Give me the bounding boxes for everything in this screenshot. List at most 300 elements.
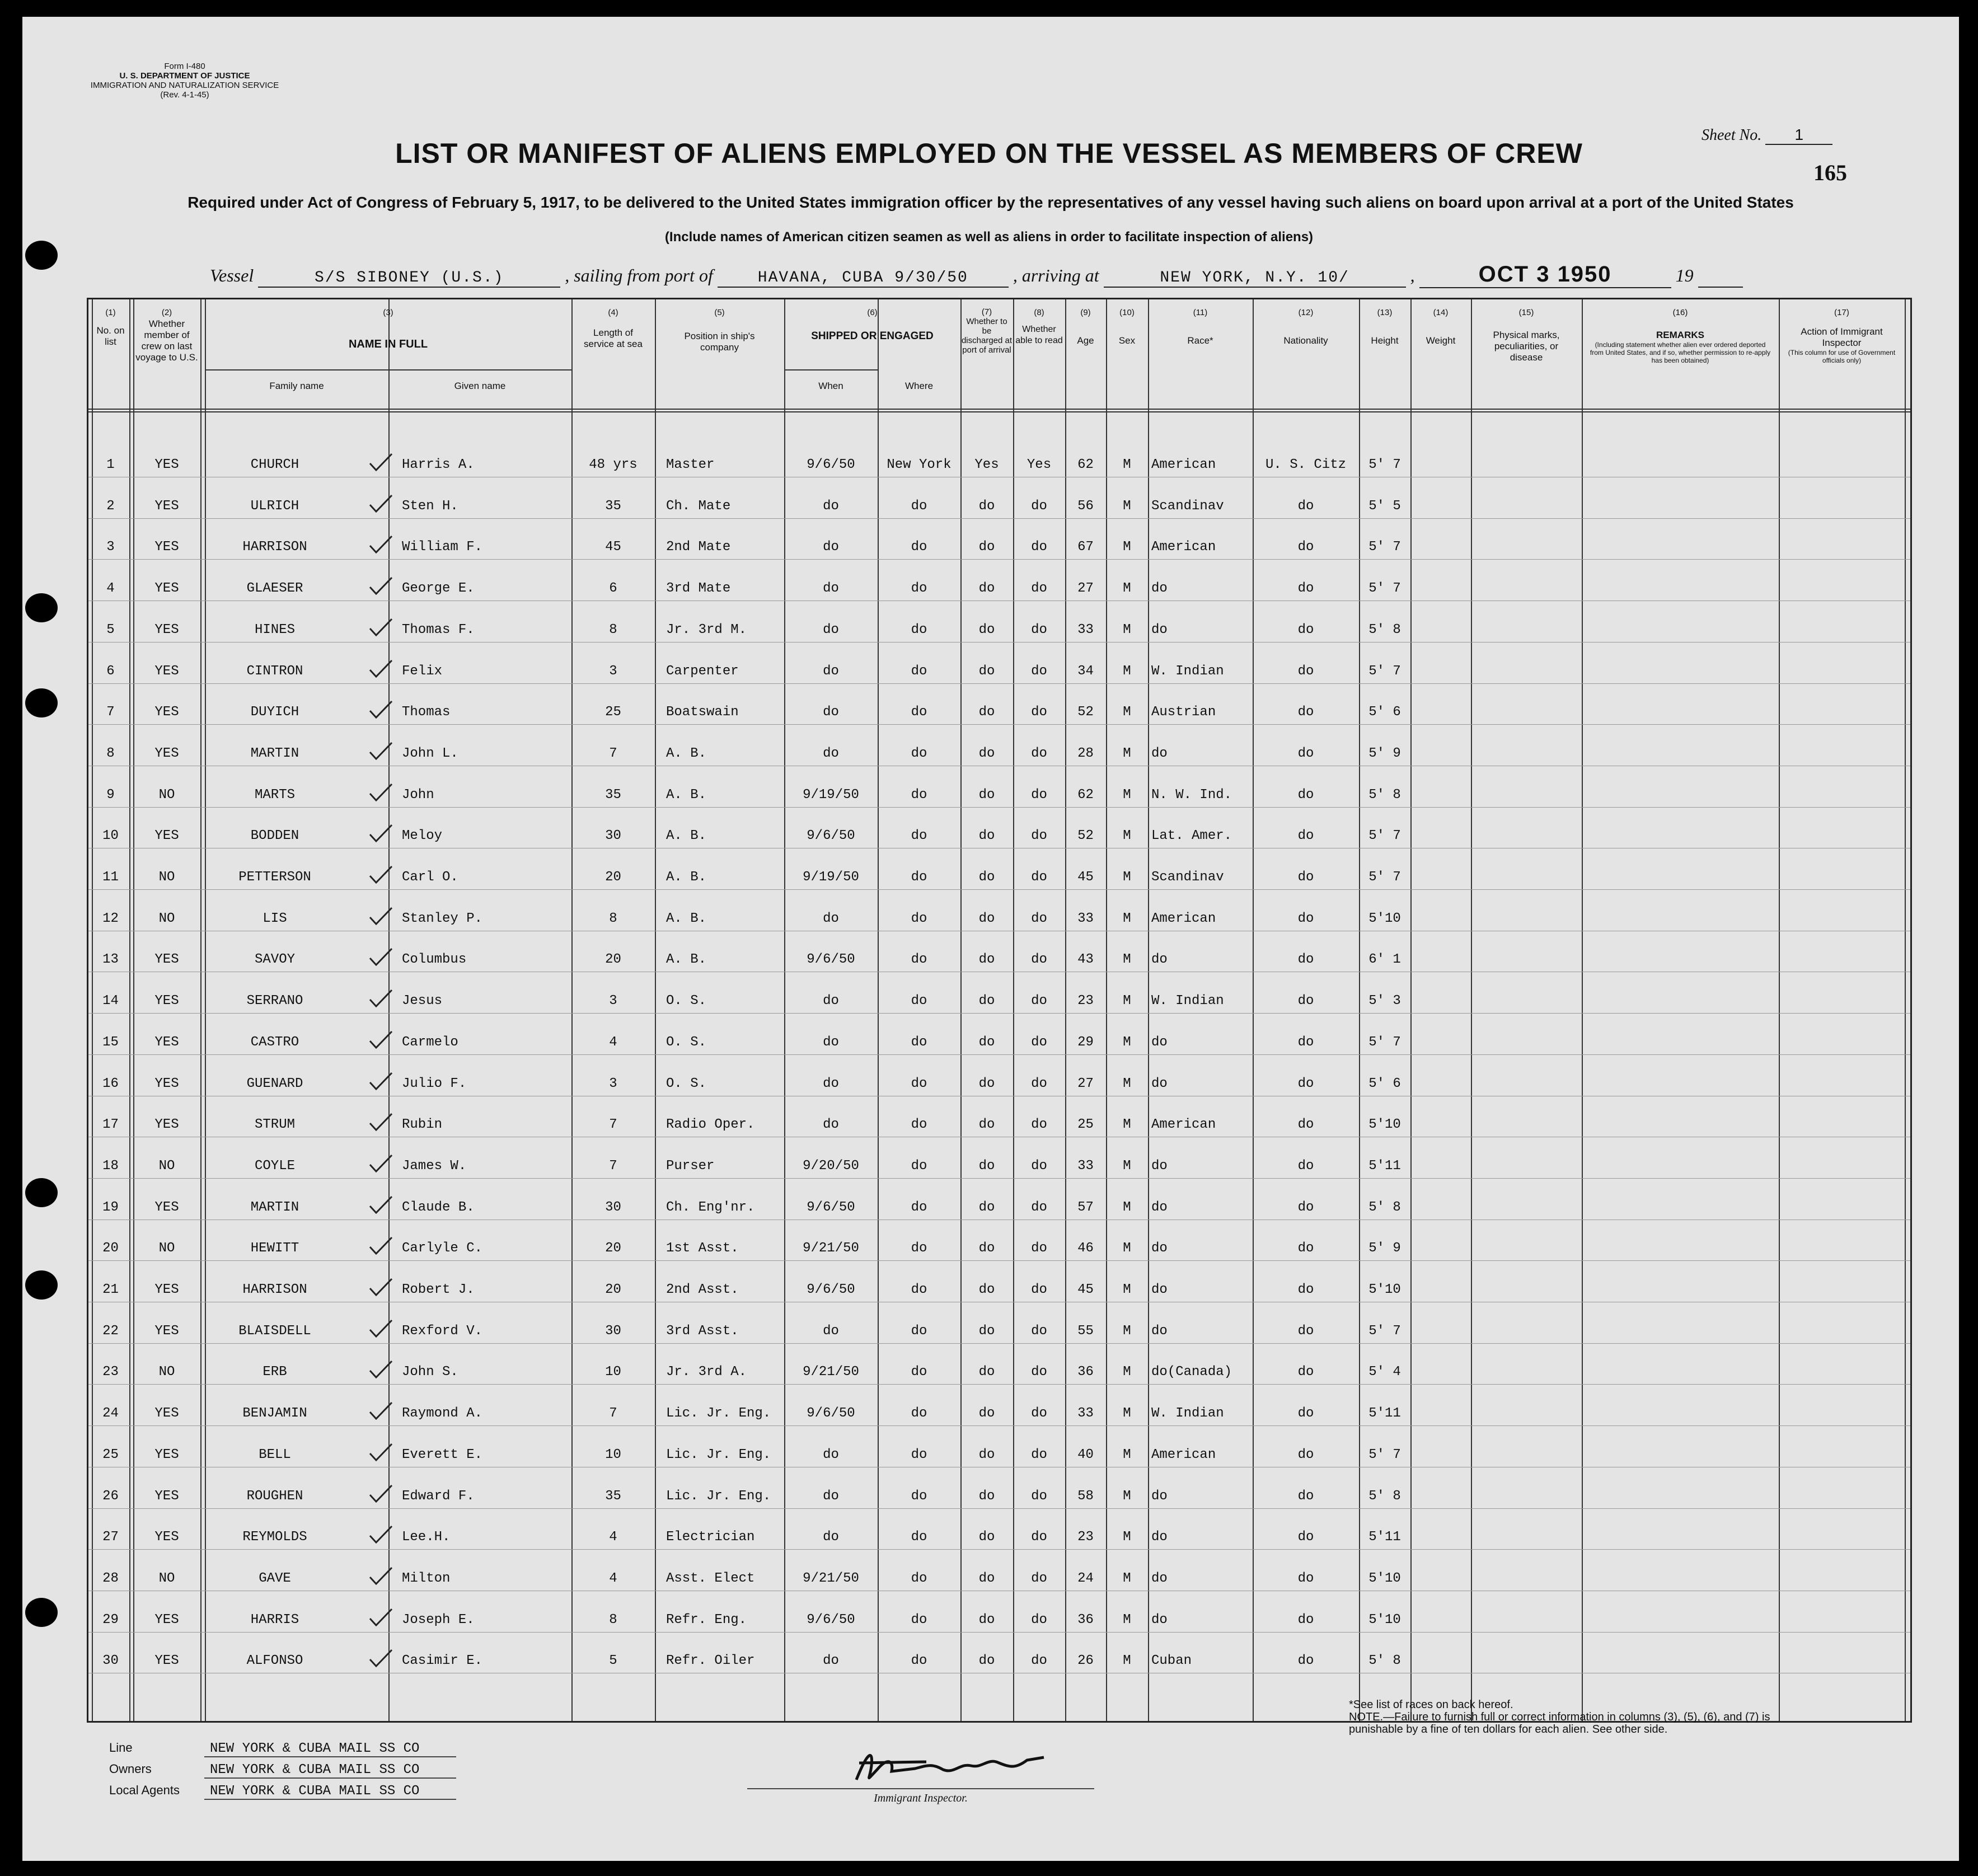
table-row <box>88 1638 1910 1672</box>
cell-read: do <box>1031 622 1047 637</box>
cell-prev: YES <box>154 828 179 844</box>
cell-sex: M <box>1123 787 1131 803</box>
check-mark-icon <box>368 1319 393 1338</box>
cell-height: 5' 9 <box>1368 745 1401 761</box>
cell-sex: M <box>1123 581 1131 597</box>
cell-prev: YES <box>154 1653 179 1669</box>
check-mark-icon <box>368 576 393 595</box>
owners-value: NEW YORK & CUBA MAIL SS CO <box>204 1762 456 1779</box>
cell-nat: do <box>1297 828 1314 844</box>
cell-disc: do <box>978 1034 995 1050</box>
cell-age: 28 <box>1077 745 1094 761</box>
cell-nat: do <box>1297 622 1314 637</box>
cell-when: 9/19/50 <box>803 787 859 803</box>
agents-label: Local Agents <box>109 1783 180 1797</box>
col-header-discharged: Whether to be discharged at port of arrival <box>961 317 1013 355</box>
cell-family: MARTIN <box>250 1199 299 1215</box>
cell-position: Lic. Jr. Eng. <box>666 1488 771 1504</box>
cell-height: 5'10 <box>1368 1570 1401 1586</box>
col-header-age: Age <box>1077 335 1094 346</box>
vessel-label: Vessel <box>210 265 254 285</box>
cell-service: 30 <box>605 1323 621 1339</box>
cell-sex: M <box>1123 952 1131 968</box>
table-row <box>88 772 1910 806</box>
cell-height: 5' 7 <box>1368 581 1401 597</box>
cell-when: 9/6/50 <box>807 1612 855 1628</box>
cell-prev: YES <box>154 1034 179 1050</box>
cell-no: 26 <box>102 1488 119 1504</box>
cell-race: American <box>1151 540 1216 555</box>
cell-where: do <box>911 1488 927 1504</box>
check-mark-icon <box>368 494 393 513</box>
check-mark-icon <box>368 1648 393 1667</box>
cell-age: 33 <box>1077 1158 1094 1174</box>
cell-height: 5' 7 <box>1368 1447 1401 1462</box>
col-header-where: Where <box>904 381 934 391</box>
cell-where: do <box>911 745 927 761</box>
cell-family: SAVOY <box>254 952 295 968</box>
line-value: NEW YORK & CUBA MAIL SS CO <box>204 1741 456 1757</box>
col-num-10: (10) <box>1119 308 1135 317</box>
row-rule <box>88 1632 1910 1633</box>
cell-given: Thomas <box>402 705 451 720</box>
row-rule <box>88 1178 1910 1179</box>
cell-nat: do <box>1297 1570 1314 1586</box>
cell-race: Cuban <box>1151 1653 1192 1669</box>
table-row <box>88 690 1910 723</box>
cell-position: Asst. Elect <box>666 1570 755 1586</box>
cell-no: 8 <box>106 745 115 761</box>
cell-when: do <box>823 993 839 1009</box>
col-num-12: (12) <box>1298 308 1314 317</box>
table-row <box>88 813 1910 847</box>
col-header-family-name: Family name <box>269 381 324 391</box>
cell-age: 46 <box>1077 1241 1094 1256</box>
cell-service: 7 <box>609 1117 617 1133</box>
cell-disc: do <box>978 1653 995 1669</box>
cell-where: do <box>911 1406 927 1422</box>
cell-given: Stanley P. <box>402 911 483 926</box>
cell-position: Boatswain <box>666 705 739 720</box>
cell-race: do <box>1151 1076 1168 1091</box>
cell-given: Casimir E. <box>402 1653 483 1669</box>
cell-height: 5' 8 <box>1368 787 1401 803</box>
cell-no: 18 <box>102 1158 119 1174</box>
row-rule <box>88 807 1910 808</box>
col-header-inspector-note: (This column for use of Government officials only) <box>1788 349 1896 364</box>
row-rule <box>88 1384 1910 1385</box>
cell-family: GLAESER <box>246 581 303 597</box>
arrival-port: NEW YORK, N.Y. 10/ <box>1104 269 1406 288</box>
cell-service: 8 <box>609 1612 617 1628</box>
col-num-11: (11) <box>1193 308 1208 317</box>
cell-disc: do <box>978 1406 995 1422</box>
check-mark-icon <box>368 865 393 884</box>
cell-family: ALFONSO <box>246 1653 303 1669</box>
table-row <box>88 937 1910 970</box>
cell-given: Jesus <box>402 993 443 1009</box>
cell-position: Refr. Oiler <box>666 1653 755 1669</box>
cell-read: do <box>1031 1076 1047 1091</box>
cell-read: do <box>1031 870 1047 885</box>
cell-given: Rubin <box>402 1117 443 1133</box>
footer-agents <box>109 1783 456 1800</box>
cell-disc: do <box>978 1323 995 1339</box>
check-mark-icon <box>368 906 393 925</box>
cell-given: Milton <box>402 1570 451 1586</box>
table-row <box>88 1391 1910 1424</box>
check-mark-icon <box>368 1442 393 1461</box>
cell-read: do <box>1031 1241 1047 1256</box>
cell-service: 7 <box>609 745 617 761</box>
check-mark-icon <box>368 823 393 842</box>
check-mark-icon <box>368 700 393 719</box>
col-header-shipped: SHIPPED OR ENGAGED <box>811 330 934 342</box>
cell-race: Austrian <box>1151 705 1216 720</box>
col-header-name: NAME IN FULL <box>348 338 428 350</box>
cell-family: DUYICH <box>250 705 299 720</box>
cell-sex: M <box>1123 1117 1131 1133</box>
cell-family: CASTRO <box>250 1034 299 1050</box>
col-header-when: When <box>818 381 843 391</box>
cell-read: do <box>1031 1530 1047 1545</box>
check-mark-icon <box>368 617 393 636</box>
cell-no: 14 <box>102 993 119 1009</box>
check-mark-icon <box>368 947 393 966</box>
cell-height: 5' 4 <box>1368 1364 1401 1380</box>
cell-position: A. B. <box>666 787 707 803</box>
cell-where: do <box>911 1034 927 1050</box>
cell-when: do <box>823 1076 839 1091</box>
cell-family: HARRISON <box>242 1282 307 1297</box>
cell-given: Harris A. <box>402 457 475 472</box>
cell-nat: do <box>1297 1076 1314 1091</box>
cell-nat: do <box>1297 1199 1314 1215</box>
cell-where: do <box>911 540 927 555</box>
table-row <box>88 484 1910 517</box>
cell-no: 5 <box>106 622 115 637</box>
cell-family: ULRICH <box>250 498 299 514</box>
row-rule <box>88 1508 1910 1509</box>
cell-age: 67 <box>1077 540 1094 555</box>
cell-service: 8 <box>609 911 617 926</box>
cell-given: Felix <box>402 663 443 679</box>
cell-read: Yes <box>1027 457 1052 472</box>
cell-height: 5' 8 <box>1368 1653 1401 1669</box>
table-row <box>88 1061 1910 1095</box>
cell-read: do <box>1031 540 1047 555</box>
cell-disc: do <box>978 1076 995 1091</box>
row-rule <box>88 559 1910 560</box>
cell-given: Edward F. <box>402 1488 475 1504</box>
cell-prev: YES <box>154 498 179 514</box>
cell-where: do <box>911 1076 927 1091</box>
document-title: LIST OR MANIFEST OF ALIENS EMPLOYED ON THE VESSEL AS MEMBERS OF CREW <box>395 138 1583 169</box>
footer-line <box>109 1741 456 1757</box>
cell-given: Columbus <box>402 952 467 968</box>
cell-given: William F. <box>402 540 483 555</box>
cell-read: do <box>1031 1323 1047 1339</box>
cell-age: 52 <box>1077 705 1094 720</box>
cell-read: do <box>1031 1117 1047 1133</box>
cell-race: do <box>1151 952 1168 968</box>
cell-disc: do <box>978 828 995 844</box>
cell-read: do <box>1031 828 1047 844</box>
cell-given: Carmelo <box>402 1034 458 1050</box>
cell-no: 10 <box>102 828 119 844</box>
check-mark-icon <box>368 1153 393 1172</box>
cell-nat: do <box>1297 705 1314 720</box>
table-row <box>88 649 1910 682</box>
cell-prev: YES <box>154 1488 179 1504</box>
cell-nat: do <box>1297 1282 1314 1297</box>
cell-age: 23 <box>1077 993 1094 1009</box>
cell-nat: do <box>1297 1034 1314 1050</box>
cell-service: 3 <box>609 1076 617 1091</box>
col-header-service: Length of service at sea <box>584 327 643 349</box>
cell-nat: U. S. Citz <box>1265 457 1347 472</box>
cell-age: 58 <box>1077 1488 1094 1504</box>
punch-hole <box>25 1270 58 1300</box>
cell-nat: do <box>1297 1653 1314 1669</box>
table-row <box>88 1308 1910 1342</box>
penalty-note: NOTE.—Failure to furnish full or correct information in columns (3), (5), (6), and (7) is punishable by a fine of ten dollars for each alien. See other side. <box>1349 1711 1770 1736</box>
cell-age: 62 <box>1077 787 1094 803</box>
cell-nat: do <box>1297 1364 1314 1380</box>
cell-age: 56 <box>1077 498 1094 514</box>
cell-age: 45 <box>1077 870 1094 885</box>
cell-where: do <box>911 1364 927 1380</box>
cell-height: 5' 6 <box>1368 1076 1401 1091</box>
cell-sex: M <box>1123 540 1131 555</box>
cell-nat: do <box>1297 581 1314 597</box>
footer-owners <box>109 1762 456 1779</box>
cell-position: A. B. <box>666 911 707 926</box>
inspector-signature <box>747 1741 1094 1789</box>
cell-nat: do <box>1297 993 1314 1009</box>
col-num-7: (7) <box>981 307 992 317</box>
cell-when: do <box>823 1034 839 1050</box>
cell-given: James W. <box>402 1158 467 1174</box>
check-mark-icon <box>368 1112 393 1131</box>
cell-race: do <box>1151 1199 1168 1215</box>
cell-prev: YES <box>154 1323 179 1339</box>
cell-when: do <box>823 1447 839 1462</box>
cell-race: W. Indian <box>1151 1406 1224 1422</box>
cell-prev: NO <box>158 911 175 926</box>
cell-service: 25 <box>605 705 621 720</box>
cell-when: do <box>823 1323 839 1339</box>
table-row <box>88 1267 1910 1301</box>
col-header-remarks-note: (Including statement whether alien ever ordered deported from United States, and if so, whether permission to re-apply has been obtained) <box>1590 341 1771 364</box>
cell-service: 3 <box>609 663 617 679</box>
cell-position: 2nd Mate <box>666 540 731 555</box>
cell-race: Scandinav <box>1151 870 1224 885</box>
cell-read: do <box>1031 952 1047 968</box>
table-row <box>88 1143 1910 1177</box>
cell-no: 3 <box>106 540 115 555</box>
col-num-9: (9) <box>1080 308 1091 317</box>
cell-when: 9/21/50 <box>803 1241 859 1256</box>
cell-read: do <box>1031 1612 1047 1628</box>
cell-read: do <box>1031 498 1047 514</box>
cell-prev: YES <box>154 1447 179 1462</box>
cell-race: do <box>1151 1282 1168 1297</box>
cell-disc: do <box>978 1282 995 1297</box>
cell-sex: M <box>1123 1612 1131 1628</box>
col-num-15: (15) <box>1518 308 1534 317</box>
cell-prev: NO <box>158 1241 175 1256</box>
cell-height: 5' 7 <box>1368 1323 1401 1339</box>
cell-prev: YES <box>154 705 179 720</box>
cell-family: HARRIS <box>250 1612 299 1628</box>
cell-family: ERB <box>263 1364 287 1380</box>
cell-disc: do <box>978 787 995 803</box>
cell-disc: do <box>978 952 995 968</box>
cell-service: 8 <box>609 622 617 637</box>
cell-where: do <box>911 828 927 844</box>
col-num-3: (3) <box>383 308 393 317</box>
crew-manifest-table <box>87 298 1912 1723</box>
sheet-label: Sheet No. <box>1702 126 1762 144</box>
cell-when: do <box>823 1530 839 1545</box>
check-mark-icon <box>368 1277 393 1296</box>
check-mark-icon <box>368 1195 393 1214</box>
line-label: Line <box>109 1741 133 1755</box>
cell-no: 21 <box>102 1282 119 1297</box>
cell-race: do <box>1151 1158 1168 1174</box>
cell-position: Lic. Jr. Eng. <box>666 1447 771 1462</box>
cell-given: Robert J. <box>402 1282 475 1297</box>
check-mark-icon <box>368 1401 393 1420</box>
cell-where: do <box>911 498 927 514</box>
cell-no: 7 <box>106 705 115 720</box>
cell-height: 5' 7 <box>1368 870 1401 885</box>
cell-where: New York <box>887 457 951 472</box>
cell-position: A. B. <box>666 828 707 844</box>
cell-age: 52 <box>1077 828 1094 844</box>
cell-height: 5' 8 <box>1368 622 1401 637</box>
cell-read: do <box>1031 663 1047 679</box>
cell-service: 20 <box>605 952 621 968</box>
cell-prev: YES <box>154 1406 179 1422</box>
cell-disc: do <box>978 581 995 597</box>
check-mark-icon <box>368 988 393 1007</box>
cell-family: HEWITT <box>250 1241 299 1256</box>
check-mark-icon <box>368 1607 393 1626</box>
punch-hole <box>25 1598 58 1627</box>
owners-label: Owners <box>109 1762 152 1776</box>
col-header-physical-marks: Physical marks, peculiarities, or disease <box>1493 330 1560 363</box>
cell-disc: do <box>978 1530 995 1545</box>
cell-nat: do <box>1297 1530 1314 1545</box>
cell-age: 62 <box>1077 457 1094 472</box>
sailing-port: HAVANA, CUBA 9/30/50 <box>718 269 1009 288</box>
include-note: (Include names of American citizen seamen as well as aliens in order to facilitate inspection of aliens) <box>664 229 1314 245</box>
cell-sex: M <box>1123 663 1131 679</box>
cell-read: do <box>1031 1282 1047 1297</box>
cell-age: 55 <box>1077 1323 1094 1339</box>
cell-race: do <box>1151 745 1168 761</box>
table-row <box>88 1556 1910 1589</box>
cell-when: 9/19/50 <box>803 870 859 885</box>
cell-no: 19 <box>102 1199 119 1215</box>
cell-age: 33 <box>1077 1406 1094 1422</box>
cell-height: 5' 3 <box>1368 993 1401 1009</box>
cell-prev: YES <box>154 1076 179 1091</box>
cell-family: SERRANO <box>246 993 303 1009</box>
cell-where: do <box>911 1447 927 1462</box>
cell-race: do <box>1151 1570 1168 1586</box>
cell-read: do <box>1031 1570 1047 1586</box>
cell-where: do <box>911 1241 927 1256</box>
cell-given: Sten H. <box>402 498 458 514</box>
cell-when: 9/6/50 <box>807 457 855 472</box>
cell-nat: do <box>1297 911 1314 926</box>
check-mark-icon <box>368 1236 393 1255</box>
table-row <box>88 566 1910 599</box>
cell-no: 30 <box>102 1653 119 1669</box>
cell-age: 27 <box>1077 1076 1094 1091</box>
inspector-signature-block <box>747 1741 1094 1802</box>
cell-no: 25 <box>102 1447 119 1462</box>
cell-position: Master <box>666 457 715 472</box>
cell-service: 10 <box>605 1447 621 1462</box>
cell-nat: do <box>1297 952 1314 968</box>
check-mark-icon <box>368 452 393 471</box>
cell-read: do <box>1031 1488 1047 1504</box>
col-header-read: Whether able to read <box>1015 325 1063 345</box>
cell-sex: M <box>1123 1282 1131 1297</box>
cell-where: do <box>911 952 927 968</box>
cell-sex: M <box>1123 1241 1131 1256</box>
cell-sex: M <box>1123 993 1131 1009</box>
cell-disc: Yes <box>974 457 999 472</box>
table-row <box>88 1514 1910 1548</box>
cell-disc: do <box>978 1117 995 1133</box>
check-mark-icon <box>368 1071 393 1090</box>
cell-family: STRUM <box>254 1117 295 1133</box>
cell-disc: do <box>978 663 995 679</box>
cell-given: Rexford V. <box>402 1323 483 1339</box>
cell-prev: NO <box>158 870 175 885</box>
cell-family: LIS <box>263 911 287 926</box>
cell-family: HINES <box>254 622 295 637</box>
cell-nat: do <box>1297 1406 1314 1422</box>
cell-race: W. Indian <box>1151 993 1224 1009</box>
cell-age: 45 <box>1077 1282 1094 1297</box>
cell-position: 1st Asst. <box>666 1241 739 1256</box>
cell-nat: do <box>1297 1447 1314 1462</box>
cell-no: 16 <box>102 1076 119 1091</box>
col-header-height: Height <box>1371 335 1399 346</box>
cell-race: do <box>1151 1241 1168 1256</box>
cell-disc: do <box>978 911 995 926</box>
cell-where: do <box>911 870 927 885</box>
cell-service: 4 <box>609 1530 617 1545</box>
col-num-2: (2) <box>161 308 172 317</box>
cell-given: George E. <box>402 581 475 597</box>
cell-height: 6' 1 <box>1368 952 1401 968</box>
row-rule <box>88 1343 1910 1344</box>
cell-height: 5'10 <box>1368 911 1401 926</box>
cell-nat: do <box>1297 498 1314 514</box>
cell-given: John <box>402 787 434 803</box>
check-mark-icon <box>368 782 393 801</box>
cell-height: 5'11 <box>1368 1406 1401 1422</box>
cell-when: do <box>823 705 839 720</box>
inspector-label: Immigrant Inspector. <box>874 1792 968 1804</box>
